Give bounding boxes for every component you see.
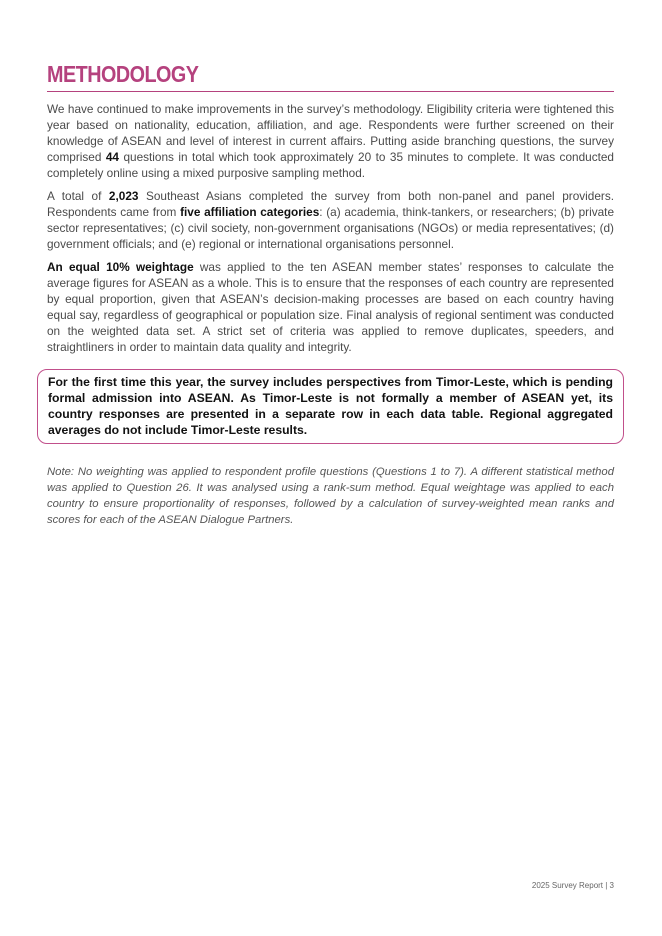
p3-text-1: was applied to the ten ASEAN member states’ responses to calculate the average figures for ASEAN as a whole. This is to ensure that the responses of each country are represented by equal proportion, given that ASEAN’s decision-making processes are based on each country having equal say, regardless of geographical or population size. Final analysis of regional sentiment was conducted on the weighted data set. A strict set of criteria was applied to remove duplicates, speeders, and straightliners in order to maintain data quality and integrity. <box>47 260 614 354</box>
p2-respondent-count: 2,023 <box>108 189 139 203</box>
methodology-note: Note: No weighting was applied to respondent profile questions (Questions 1 to 7). A different statistical method was applied to Question 26. It was analysed using a rank-sum method. Equal weightage was applied to each country to ensure proportionality of responses, followed by a calculation of survey-weighted mean ranks and scores for each of the ASEAN Dialogue Partners. <box>47 466 614 526</box>
page-content <box>47 60 614 528</box>
paragraph-weightage <box>47 259 614 355</box>
page-title: METHODOLOGY <box>47 61 199 87</box>
p3-weightage: An equal 10% weightage <box>47 260 194 274</box>
page-footer: 2025 Survey Report | 3 <box>531 881 614 890</box>
p2-text-3: : (a) academia, think-tankers, or researchers; (b) private sector representatives; (c) civil society, non-government organisations (NGOs) or media representatives; (d) government officials; and (e) regional or international organisations personnel. <box>47 205 615 251</box>
title-divider <box>47 91 614 92</box>
paragraph-respondents <box>47 188 614 252</box>
p1-text-2: questions in total which took approximately 20 to 35 minutes to complete. It was conducted completely online using a mixed purposive sampling method. <box>47 150 614 180</box>
p1-question-count: 44 <box>105 150 119 164</box>
p2-affiliation-categories: five affiliation categories <box>180 205 320 219</box>
timor-leste-callout-box <box>37 369 624 444</box>
paragraph-methodology-improvements <box>47 101 614 181</box>
p2-text-2: Southeast Asians completed the survey from both non-panel and panel providers. Respondents came from <box>47 189 614 219</box>
p1-text-1: We have continued to make improvements in the survey’s methodology. Eligibility criteria were tightened this year based on nationality, education, affiliation, and age. Respondents were further screened on their knowledge of ASEAN and level of interest in current affairs. Putting aside branching questions, the survey comprised <box>47 102 614 164</box>
p2-text-1: A total of <box>47 189 109 203</box>
callout-text: For the first time this year, the survey includes perspectives from Timor-Leste, which is pending formal admission into ASEAN. As Timor-Leste is not formally a member of ASEAN yet, its country responses are presented in a separate row in each data table. Regional aggregated averages do not include Timor-Leste results. <box>48 375 613 437</box>
